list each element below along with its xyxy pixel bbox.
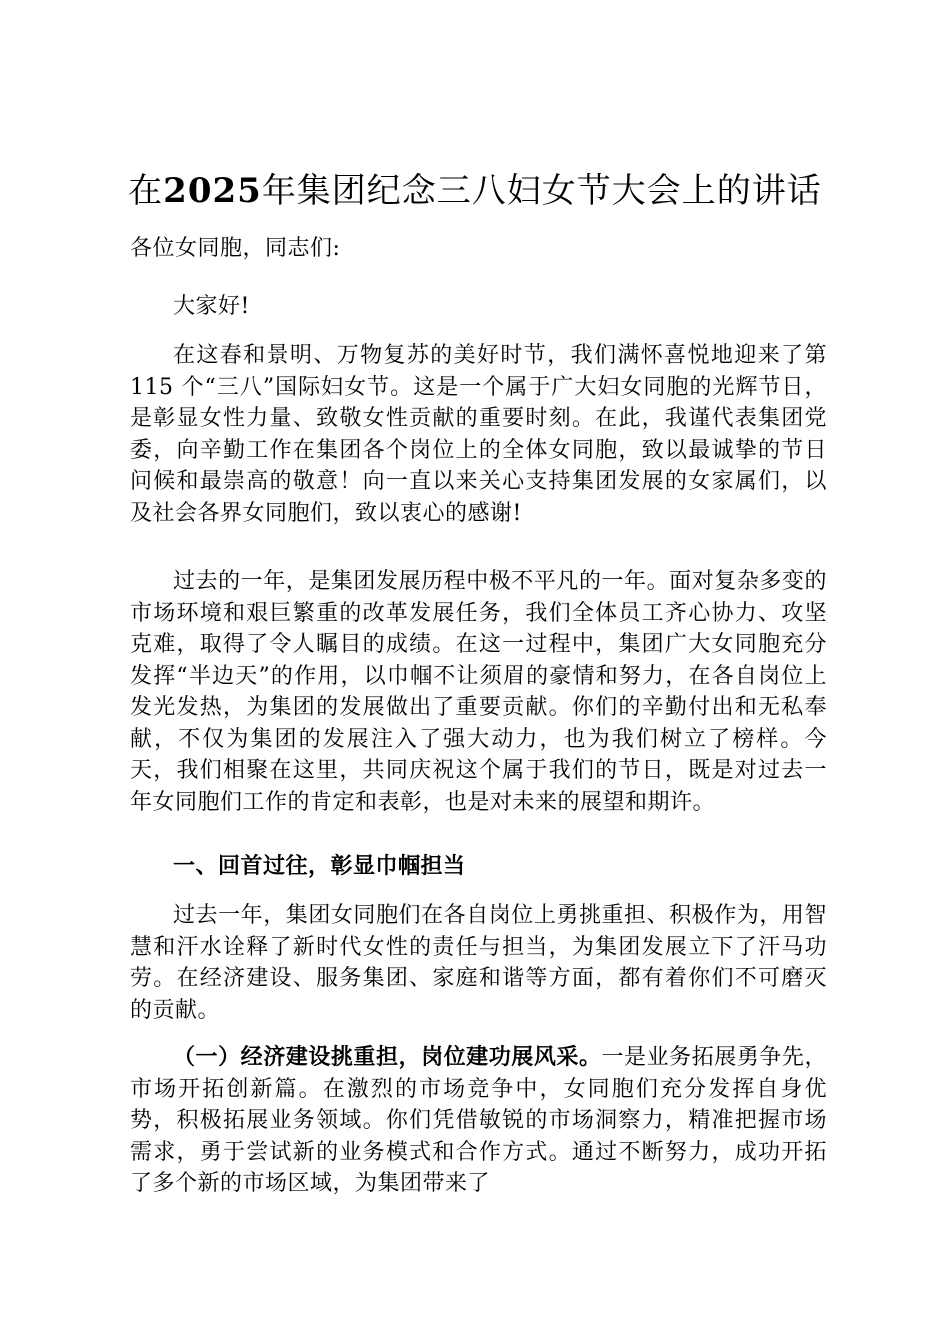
paragraph-review: 过去的一年，是集团发展历程中极不平凡的一年。面对复杂多变的市场环境和艰巨繁重的改革发展任务，我们全体员工齐心协力、攻坚克难，取得了令人瞩目的成绩。在这一过程中，集团广大女同胞充分发挥“半边天”的作用，以巾帼不让须眉的豪情和努力，在各自岗位上发光发热，为集团的发展做出了重要贡献。你们的辛勤付出和无私奉献，不仅为集团的发展注入了强大动力，也为我们树立了榜样。今天，我们相聚在这里，共同庆祝这个属于我们的节日，既是对过去一年女同胞们工作的肯定和表彰，也是对未来的展望和期许。: [130, 569, 827, 815]
paragraph-opening: 在这春和景明、万物复苏的美好时节，我们满怀喜悦地迎来了第 115 个“三八”国际妇女节。这是一个属于广大妇女同胞的光辉节日，是彰显女性力量、致敬女性贡献的重要时刻。在此，我谨代表集团党委，向辛勤工作在集团各个岗位上的全体女同胞，致以最诚挚的节日问候和最崇高的敬意！向一直以来关心支持集团发展的女家属们，以及社会各界女同胞们，致以衷心的感谢!: [130, 343, 827, 526]
title-year: 2025: [163, 171, 262, 211]
subsection-paragraph: [130, 1042, 827, 1200]
subsection-heading: （一）经济建设挑重担，岗位建功展风采。: [173, 1044, 602, 1070]
title-prefix: 在: [128, 171, 164, 211]
title-suffix: 年集团纪念三八妇女节大会上的讲话: [261, 171, 822, 211]
opening-greeting: 大家好!: [173, 294, 250, 319]
subsection-text: 一是业务拓展勇争先，市场开拓创新篇。在激烈的市场竞争中，女同胞们充分发挥自身优势，积极拓展业务领域。你们凭借敏锐的市场洞察力，精准把握市场需求，勇于尝试新的业务模式和合作方式。通过不断努力，成功开拓了多个新的市场区域，为集团带来了: [130, 1045, 827, 1196]
section-paragraph: 过去一年，集团女同胞们在各自岗位上勇挑重担、积极作为，用智慧和汗水诠释了新时代女性的责任与担当，为集团发展立下了汗马功劳。在经济建设、服务集团、家庭和谐等方面，都有着你们不可磨灭的贡献。: [130, 903, 827, 1023]
document-title: [0, 166, 950, 216]
salutation: 各位女同胞，同志们:: [130, 236, 341, 261]
section-heading: 一、回首过往，彰显巾帼担当: [173, 853, 466, 879]
